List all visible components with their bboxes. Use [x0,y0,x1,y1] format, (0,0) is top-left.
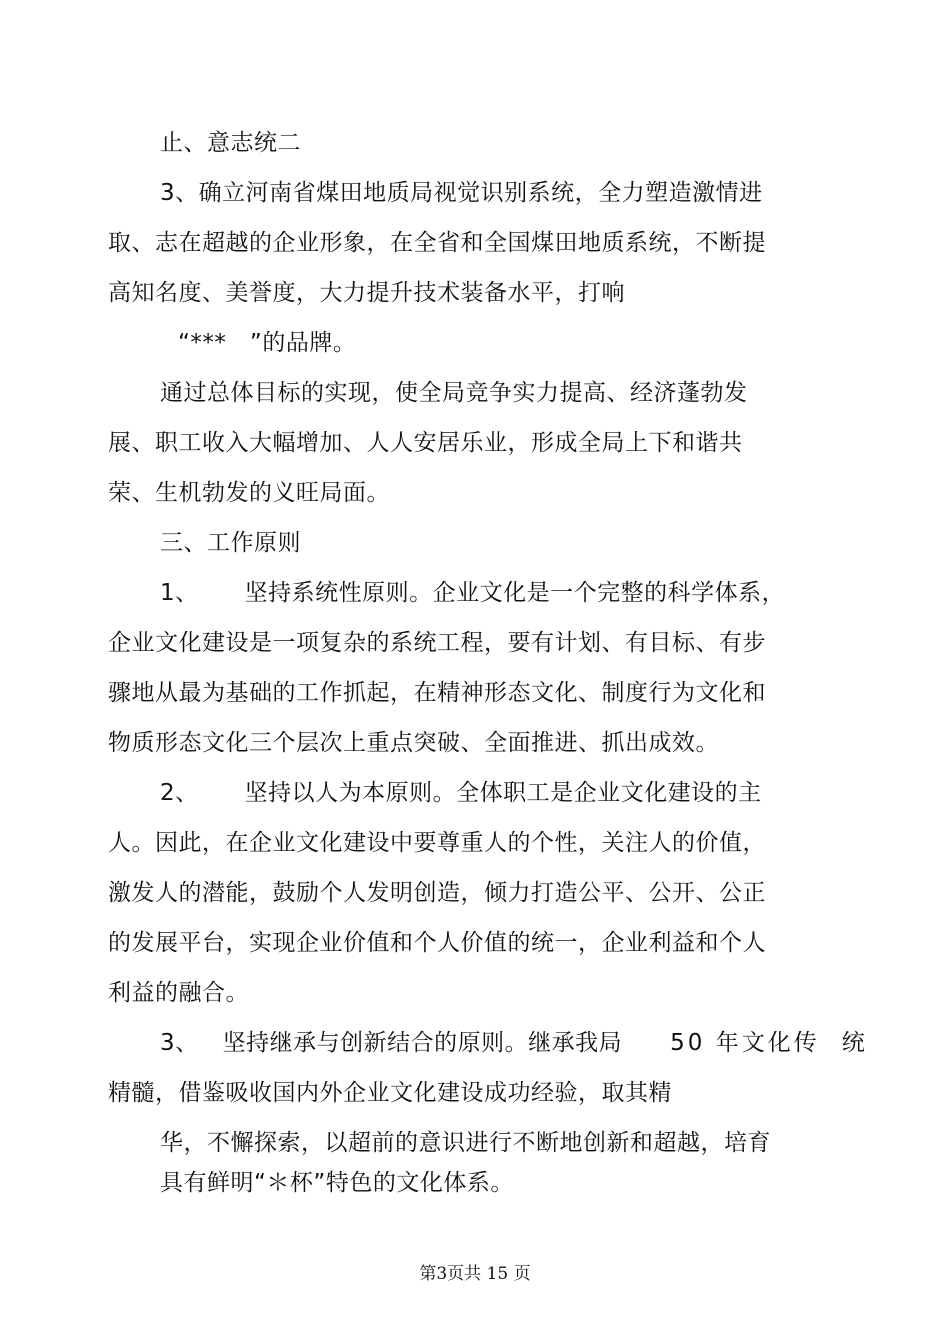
text-line: 荣、生机勃发的义旺局面。 [108,480,390,506]
item-text: 坚持以人为本原则。全体职工是企业文化建设的主 [244,780,762,806]
text-line: 展、职工收入大幅增加、人人安居乐业，形成全局上下和谐共 [108,430,743,456]
section-heading: 三、工作原则 [160,530,301,556]
item-text: 坚持系统性原则。企业文化是一个完整的科学体系， [244,580,786,606]
item-text: 统 [841,1030,866,1056]
item-number: 2、 [160,780,199,806]
text-line: 精髓，借鉴吸收国内外企业文化建设成功经验，取其精 [108,1080,672,1106]
item-text: 50 年文化传 [670,1030,820,1056]
text-line: 具有鲜明“＊杯”特色的文化体系。 [160,1170,514,1196]
item-number: 3、 [160,1030,199,1056]
text-line: “*** ”的品牌。 [178,330,357,356]
text-line: 物质形态文化三个层次上重点突破、全面推进、抓出成效。 [108,730,719,756]
principle-item-2 [160,778,762,808]
text-line: 华，不懈探索，以超前的意识进行不断地创新和超越，培育 [160,1130,771,1156]
principle-item-1 [160,578,785,608]
text-line: 通过总体目标的实现，使全局竞争实力提高、经济蓬勃发 [160,380,748,406]
text-line: 的发展平台，实现企业价值和个人价值的统一，企业利益和个人 [108,930,766,956]
text-line: 激发人的潜能，鼓励个人发明创造，倾力打造公平、公开、公正 [108,880,766,906]
text-line: 止、意志统二 [160,130,301,156]
text-line: 利益的融合。 [108,980,249,1006]
text-line: 人。因此，在企业文化建设中要尊重人的个性，关注人的价值， [108,830,766,856]
item-number: 1、 [160,580,199,606]
text-line: 高知名度、美誉度，大力提升技术装备水平，打响 [108,280,625,306]
item-text: 坚持继承与创新结合的原则。继承我局 [222,1030,623,1056]
text-line: 3、确立河南省煤田地质局视觉识别系统，全力塑造激情进 [160,180,763,206]
text-line: 企业文化建设是一项复杂的系统工程，要有计划、有目标、有步 [108,630,766,656]
text-line: 取、志在超越的企业形象，在全省和全国煤田地质系统，不断提 [108,230,766,256]
page-footer: 第3页共 15 页 [419,1264,531,1284]
principle-item-3 [160,1028,865,1058]
text-line: 骤地从最为基础的工作抓起，在精神形态文化、制度行为文化和 [108,680,766,706]
